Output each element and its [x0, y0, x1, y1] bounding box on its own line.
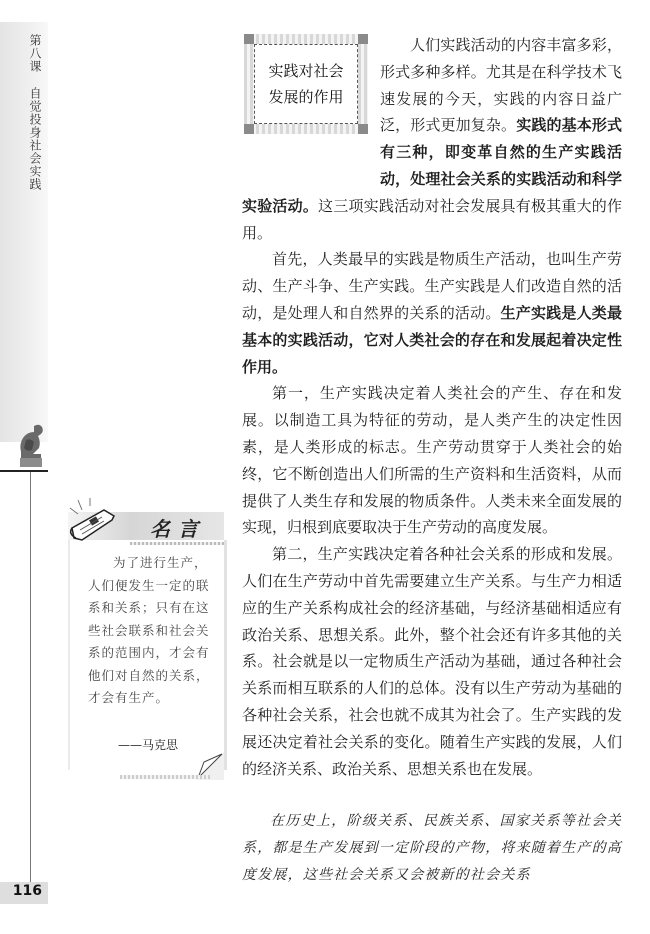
section-title-line-1: 实践对社会 [268, 62, 344, 80]
paragraph-text: 这三项实践活动对社会发展具有极其重大的作用。 [242, 196, 622, 242]
paragraph-2 [242, 246, 622, 380]
quote-author: ——马克思 [118, 738, 179, 752]
main-text [242, 32, 622, 782]
margin-rule-horizontal [0, 470, 48, 472]
thinker-statue-icon [12, 420, 52, 470]
paragraph-5: 在历史上，阶级关系、民族关系、国家关系等社会关系，都是生产发展到一定阶段的产物，将来随着生产的高度发展，这些社会关系又会被新的社会关系 [242, 813, 622, 883]
running-header [26, 34, 42, 191]
lesson-title: 自觉投身社会实践 [28, 87, 42, 191]
key-point: 生产实践是人类最基本的实践活动，它对人类社会的存在和发展起着决定性作用。 [242, 303, 622, 376]
paragraph-4: 第二，生产实践决定着各种社会关系的形成和发展。人们在生产劳动中首先需要建立生产关系。与生产力相适应的生产关系构成社会的经济基础，与经济基础相适应有政治关系、思想关系。此外，整个社会还有许多其他的关系。社会就是以一定物质生产活动为基础，通过各种社会关系而相互联系的人们的总体。没有以生产劳动为基础的各种社会关系，社会也就不成其为社会了。生产实践的发展还决定着社会关系的变化。随着生产实践的发展，人们的经济关系、政治关系、思想关系也在发展。 [242, 545, 622, 778]
float-spacer [242, 32, 380, 192]
quote-header-title: 名言 [150, 517, 206, 541]
quote-footer-band [120, 775, 210, 779]
quote-text: 为了进行生产，人们便发生一定的联系和关系；只有在这些社会联系和社会关系的范围内，才会有他们对自然的关系，才会有生产。 [88, 555, 210, 705]
paragraph-3: 第一，生产实践决定着人类社会的产生、存在和发展。以制造工具为特征的劳动，是人类产生的决定性因素，是人类形成的标志。生产劳动贯穿于人类社会的始终，它不断创造出人们所需的生产资料和生活资料，从而提供了人类生存和发展的物质条件。人类未来全面发展的实现，归根到底要取决于生产劳动的高度发展。 [242, 384, 622, 537]
newspaper-icon [64, 498, 124, 542]
chapter-number: 第八课 [28, 34, 42, 73]
key-point: 实践的基本形式有三种，即变革自然的生产实践活动，处理社会关系的实践活动和科学实验活动。 [242, 116, 622, 215]
paragraph-text: 人们实践活动的内容丰富多彩，形式多种多样。尤其是在科学技术飞速发展的今天，实践的内容日益广泛，形式更加复杂。 [380, 36, 622, 135]
paragraph-text: 首先，人类最早的实践是物质生产活动，也叫生产劳动、生产斗争、生产实践。生产实践是人们改造自然的活动，是处理人和自然界的关系的活动。 [242, 250, 622, 322]
page-number: 116 [12, 883, 42, 899]
margin-rule-vertical [30, 472, 31, 882]
section-title-line-2: 发展的作用 [268, 88, 344, 106]
